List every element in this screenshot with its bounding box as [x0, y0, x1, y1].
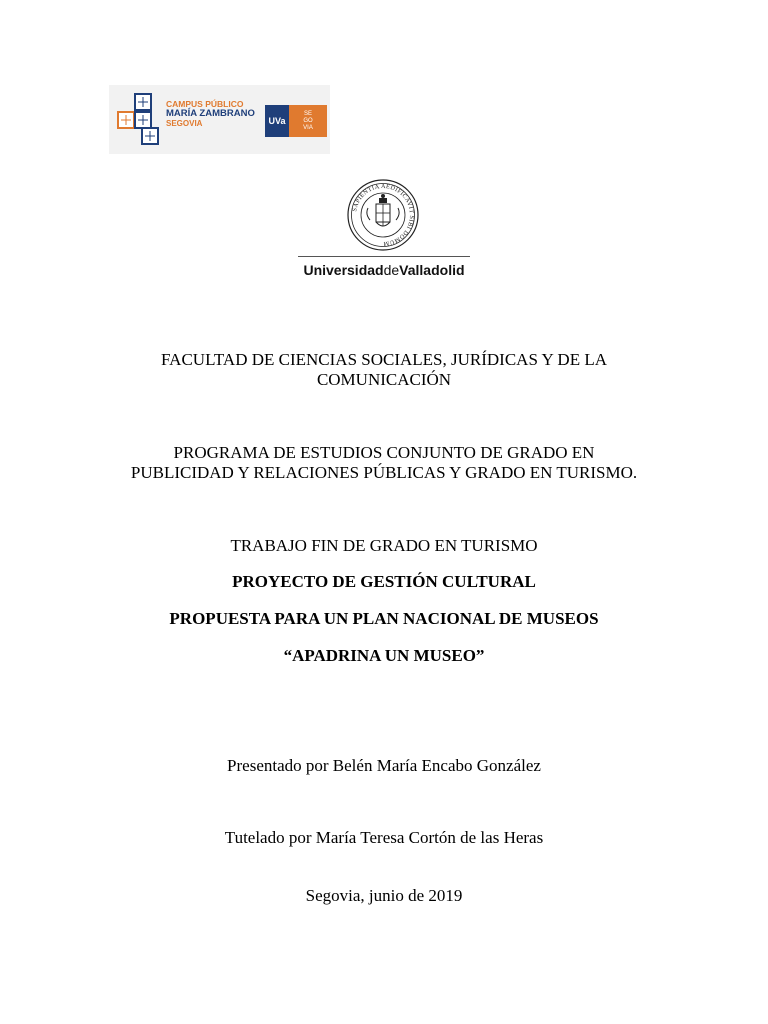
- program-line2: PUBLICIDAD Y RELACIONES PÚBLICAS Y GRADO EN TURISMO.: [130, 463, 638, 482]
- university-seal-icon: [346, 178, 420, 252]
- campus-logo-line1: CAMPUS PÚBLICO: [166, 99, 244, 109]
- segovia-badge-line2: GO: [303, 117, 313, 124]
- presented-by: Presentado por Belén María Encabo González: [227, 756, 541, 775]
- faculty-line2: COMUNICACIÓN: [316, 370, 452, 389]
- campus-logo-line2: MARÍA ZAMBRANO: [166, 108, 255, 119]
- wordmark-de: de: [383, 262, 400, 278]
- tutored-by: Tutelado por María Teresa Cortón de las Heras: [224, 828, 544, 847]
- svg-text:SAPIENTIA AEDIFICAVIT SIBI DOM: SAPIENTIA AEDIFICAVIT SIBI DOMUM: [351, 182, 416, 248]
- thesis-type: TRABAJO FIN DE GRADO EN TURISMO: [230, 536, 538, 555]
- thesis-subtitle: PROPUESTA PARA UN PLAN NACIONAL DE MUSEOS: [169, 609, 599, 628]
- segovia-badge-line1: SE: [303, 110, 312, 117]
- segovia-badge: [289, 105, 327, 137]
- faculty-line1: FACULTAD DE CIENCIAS SOCIALES, JURÍDICAS Y DE LA: [160, 350, 607, 369]
- wordmark-universidad: Universidad: [303, 262, 384, 278]
- campus-squares-icon: [117, 93, 169, 147]
- campus-logo-line3: SEGOVIA: [166, 119, 203, 128]
- campus-maria-zambrano-logo: [109, 85, 330, 154]
- wordmark-valladolid: Valladolid: [399, 262, 465, 278]
- segovia-badge-line3: VIA: [303, 124, 313, 131]
- program-line1: PROGRAMA DE ESTUDIOS CONJUNTO DE GRADO EN: [173, 443, 595, 462]
- place-date: Segovia, junio de 2019: [305, 886, 463, 905]
- uva-badge: UVa: [265, 105, 289, 137]
- thesis-slogan: “APADRINA UN MUSEO”: [283, 646, 485, 665]
- thesis-title: PROYECTO DE GESTIÓN CULTURAL: [232, 572, 536, 591]
- university-wordmark: [240, 262, 528, 278]
- logo-divider: [298, 256, 470, 257]
